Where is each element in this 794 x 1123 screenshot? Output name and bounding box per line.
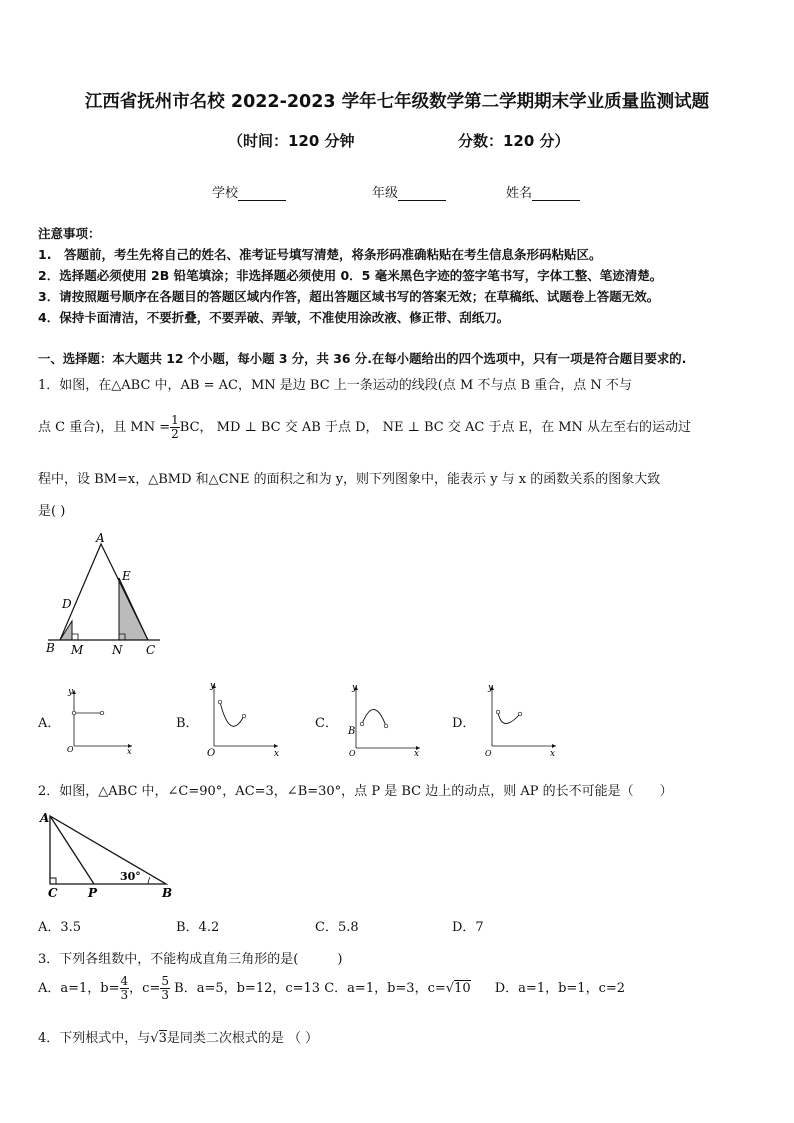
- svg-text:y: y: [352, 683, 358, 693]
- grade-field: 年级: [372, 182, 446, 201]
- q1-line1: 1．如图，在△ABC 中，AB = AC，MN 是边 BC 上一条运动的线段(点 M 不与点 B 重合，点 N 不与: [38, 378, 632, 393]
- svg-text:x: x: [274, 749, 280, 758]
- segment-ap: [50, 816, 94, 884]
- notice-item: 4．保持卡面清洁，不要折叠，不要弄破、弄皱，不准使用涂改液、修正带、刮纸刀。: [38, 310, 510, 325]
- q2-option-a[interactable]: A．3.5: [38, 920, 82, 935]
- svg-text:A: A: [40, 811, 50, 825]
- q1-option-c[interactable]: C．: [315, 716, 338, 731]
- label-m: M: [71, 643, 84, 657]
- q1-line4: 是( ): [38, 504, 66, 519]
- svg-text:C: C: [48, 886, 58, 900]
- notice-item: 3．请按照题号顺序在各题目的答题区域内作答，超出答题区域书写的答案无效；在草稿纸、试题卷上答题无效。: [38, 289, 660, 304]
- school-field: 学校: [212, 182, 286, 201]
- q3-option-c[interactable]: C．a=1，b=3，c=√10: [324, 981, 471, 996]
- notice-item: 1. 答题前，考生先将自己的姓名、准考证号填写清楚，将条形码准确粘贴在考生信息条形码粘贴区。: [38, 247, 602, 262]
- q2-text: 2．如图，△ABC 中，∠C=90°，AC=3，∠B=30°，点 P 是 BC 边上的动点，则 AP 的长不可能是（ ）: [38, 784, 673, 799]
- q1-option-b[interactable]: B．: [176, 716, 199, 731]
- svg-text:O: O: [349, 749, 356, 758]
- q1-line2: 点 C 重合)，且 MN = $\frac{1}{2}$ BC， MD ⊥ BC 交 AB 于点 D， NE ⊥ BC 交 AC 于点 E，在 MN 从左至右的运动过: [38, 413, 692, 441]
- svg-text:30°: 30°: [120, 870, 141, 883]
- svg-text:y: y: [210, 681, 216, 691]
- graph-c: [344, 682, 424, 758]
- q3-options: [38, 975, 625, 1002]
- triangle-abc: [50, 816, 166, 884]
- graph-a: [64, 684, 136, 754]
- svg-text:O: O: [207, 748, 216, 758]
- section-heading: 一、选择题：本大题共 12 个小题，每小题 3 分，共 36 分.在每小题给出的四个选项中，只有一项是符合题目要求的.: [38, 351, 687, 366]
- svg-text:x: x: [127, 747, 132, 754]
- svg-text:x: x: [550, 749, 556, 758]
- graph-d: [480, 682, 560, 758]
- q1-option-d[interactable]: D．: [452, 716, 476, 731]
- fraction-half: $\frac{1}{2}$: [171, 413, 179, 441]
- svg-text:B: B: [162, 886, 173, 900]
- q3-text: 3．下列各组数中，不能构成直角三角形的是( ): [38, 952, 343, 967]
- q3-option-b[interactable]: B．a=5，b=12，c=13: [174, 981, 321, 996]
- name-field: 姓名: [506, 182, 580, 201]
- notice-heading: 注意事项：: [38, 226, 101, 241]
- label-b: B: [46, 641, 55, 655]
- page-title: 江西省抚州市名校 2022-2023 学年七年级数学第二学期期末学业质量监测试题: [84, 92, 710, 112]
- svg-text:x: x: [414, 749, 420, 758]
- svg-text:y: y: [68, 687, 74, 697]
- radical-icon: √: [445, 981, 455, 996]
- q1-triangle-figure: [38, 530, 168, 660]
- q3-option-a[interactable]: A．a=1，b= $\frac{4}{3}$ ，c= $\frac{5}{3}$: [38, 974, 169, 1002]
- label-d: D: [62, 597, 72, 611]
- label-n: N: [112, 643, 123, 657]
- svg-text:O: O: [67, 745, 74, 754]
- svg-text:y: y: [488, 683, 494, 693]
- svg-text:P: P: [88, 886, 98, 900]
- radical-icon: √: [150, 1031, 159, 1046]
- q2-option-c[interactable]: C．5.8: [315, 920, 359, 935]
- q3-option-d[interactable]: D．a=1，b=1，c=2: [494, 981, 626, 996]
- q2-triangle-figure: [38, 808, 178, 900]
- q4-text: 4．下列根式中，与√3是同类二次根式的是 （ ）: [38, 1031, 319, 1046]
- svg-text:O: O: [485, 749, 492, 758]
- score-label: 分数：120 分）: [458, 132, 570, 150]
- q1-option-a[interactable]: A．: [38, 716, 61, 731]
- q2-option-b[interactable]: B．4.2: [176, 920, 220, 935]
- q1-line3: 程中，设 BM=x，△BMD 和△CNE 的面积之和为 y，则下列图象中，能表示 y 与 x 的函数关系的图象大致: [38, 472, 661, 487]
- label-a: A: [96, 531, 105, 545]
- q2-option-d[interactable]: D．7: [452, 920, 484, 935]
- notice-item: 2．选择题必须使用 2B 铅笔填涂；非选择题必须使用 0．5 毫米黑色字迹的签字笔书写，字体工整、笔迹清楚。: [38, 268, 663, 283]
- time-label: （时间：120 分钟: [228, 132, 355, 150]
- label-e: E: [122, 569, 131, 583]
- label-c: C: [146, 643, 156, 657]
- svg-text:B: B: [348, 726, 356, 737]
- graph-b: [202, 680, 282, 758]
